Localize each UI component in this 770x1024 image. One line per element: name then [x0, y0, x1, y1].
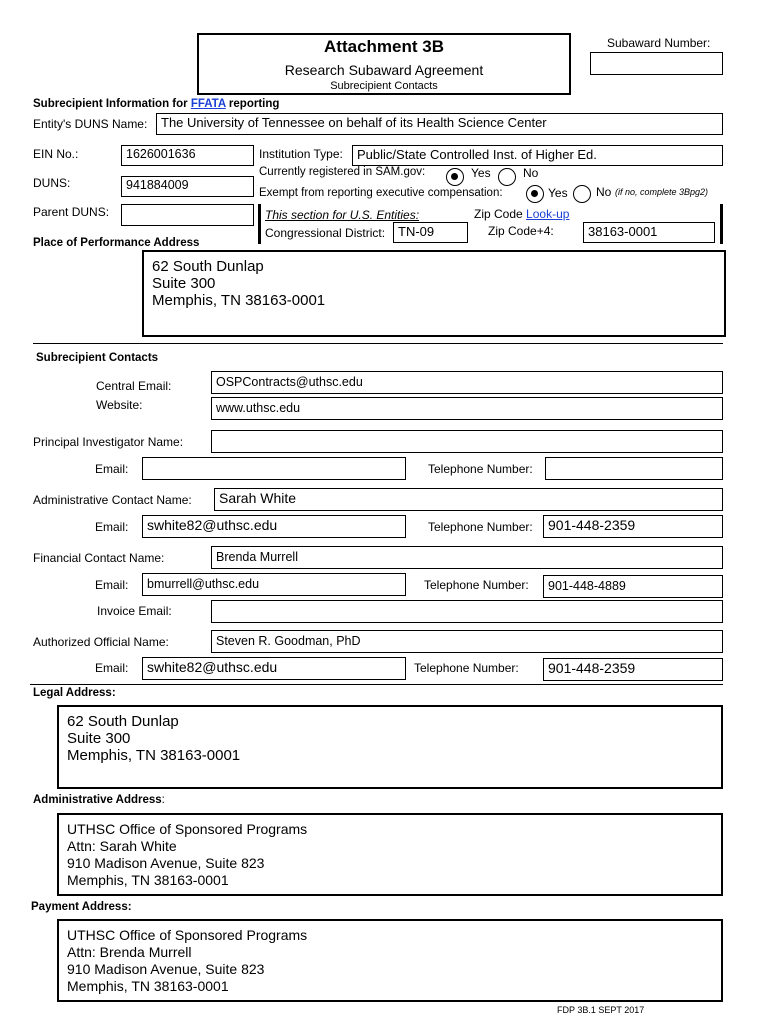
institution-type-field[interactable]: Public/State Controlled Inst. of Higher Ed.: [352, 145, 723, 166]
sam-yes-radio[interactable]: [446, 168, 464, 186]
exempt-no-radio[interactable]: [573, 185, 591, 203]
legal-address-label: Legal Address:: [33, 687, 116, 699]
exempt-note: (if no, complete 3Bpg2): [615, 187, 709, 197]
central-email-field[interactable]: OSPContracts@uthsc.edu: [211, 371, 723, 394]
exempt-yes-radio[interactable]: [526, 185, 544, 203]
section-divider: [33, 343, 723, 344]
website-field[interactable]: www.uthsc.edu: [211, 397, 723, 420]
admin-email-label: Email:: [95, 520, 129, 534]
ao-email-field[interactable]: swhite82@uthsc.edu: [142, 657, 406, 680]
zip4-field[interactable]: 38163-0001: [583, 222, 715, 243]
us-entities-label: This section for U.S. Entities:: [265, 208, 420, 222]
subaward-number-label: Subaward Number:: [607, 36, 711, 50]
pi-name-field[interactable]: [211, 430, 723, 453]
authorized-official-field[interactable]: Steven R. Goodman, PhD: [211, 630, 723, 653]
congressional-district-label: Congressional District:: [265, 226, 386, 240]
place-of-performance-field[interactable]: 62 South Dunlap Suite 300 Memphis, TN 38163-0001: [142, 250, 726, 337]
financial-phone-label: Telephone Number:: [424, 578, 529, 592]
financial-name-field[interactable]: Brenda Murrell: [211, 546, 723, 569]
us-section-left-bar: [258, 204, 261, 244]
sam-no-radio[interactable]: [498, 168, 516, 186]
admin-name-field[interactable]: Sarah White: [214, 488, 723, 511]
zip-lookup: Zip Code Look-up: [474, 207, 570, 221]
ao-phone-label: Telephone Number:: [414, 661, 519, 675]
admin-name-label: Administrative Contact Name:: [33, 493, 192, 507]
ao-email-label: Email:: [95, 661, 129, 675]
parent-duns-field[interactable]: [121, 204, 254, 226]
place-of-performance-label: Place of Performance Address: [33, 237, 200, 249]
congressional-district-field[interactable]: TN-09: [393, 222, 468, 243]
authorized-official-label: Authorized Official Name:: [33, 635, 169, 649]
financial-phone-field[interactable]: 901-448-4889: [543, 575, 723, 598]
exempt-no-label: No: [596, 185, 612, 199]
invoice-email-field[interactable]: [211, 600, 723, 623]
pi-email-field[interactable]: [142, 457, 406, 480]
admin-email-field[interactable]: swhite82@uthsc.edu: [142, 515, 406, 538]
zip4-label: Zip Code+4:: [488, 224, 554, 238]
ffata-heading: Subrecipient Information for FFATA reporting: [33, 98, 280, 110]
sam-label: Currently registered in SAM.gov:: [259, 166, 426, 178]
website-label: Website:: [96, 398, 143, 412]
admin-phone-label: Telephone Number:: [428, 520, 533, 534]
pi-phone-label: Telephone Number:: [428, 462, 533, 476]
invoice-email-label: Invoice Email:: [97, 604, 172, 618]
parent-duns-label: Parent DUNS:: [33, 205, 110, 219]
sam-no-label: No: [523, 166, 539, 180]
central-email-label: Central Email:: [96, 379, 172, 393]
financial-email-field[interactable]: bmurrell@uthsc.edu: [142, 573, 406, 596]
contacts-divider: [30, 684, 723, 685]
duns-label: DUNS:: [33, 176, 71, 190]
contacts-heading: Subrecipient Contacts: [36, 352, 159, 364]
administrative-address-label: Administrative Address:: [33, 794, 165, 806]
page-subsubtitle: Subrecipient Contacts: [330, 80, 438, 92]
entity-duns-name-field[interactable]: The University of Tennessee on behalf of its Health Science Center: [156, 113, 723, 135]
duns-field[interactable]: 941884009: [121, 176, 254, 197]
subaward-number-field[interactable]: [590, 52, 723, 75]
administrative-address-field[interactable]: UTHSC Office of Sponsored Programs Attn: Sarah White 910 Madison Avenue, Suite 823 Memphis, TN 38163-0001: [57, 813, 723, 896]
form-id: FDP 3B.1 SEPT 2017: [557, 1005, 645, 1015]
payment-address-label: Payment Address:: [31, 901, 132, 913]
page-subtitle: Research Subaward Agreement: [284, 62, 484, 78]
zip-lookup-link[interactable]: Look-up: [526, 207, 570, 221]
ein-field[interactable]: 1626001636: [121, 145, 254, 166]
pi-phone-field[interactable]: [545, 457, 723, 480]
sam-yes-label: Yes: [471, 166, 491, 180]
page-title: Attachment 3B: [324, 37, 444, 56]
exempt-yes-label: Yes: [548, 186, 568, 200]
ein-label: EIN No.:: [33, 147, 79, 161]
legal-address-field[interactable]: 62 South Dunlap Suite 300 Memphis, TN 38163-0001: [57, 705, 723, 789]
admin-phone-field[interactable]: 901-448-2359: [543, 515, 723, 538]
financial-email-label: Email:: [95, 578, 129, 592]
ffata-link[interactable]: FFATA: [190, 98, 226, 110]
financial-name-label: Financial Contact Name:: [33, 551, 165, 565]
institution-type-label: Institution Type:: [259, 147, 343, 161]
entity-duns-name-label: Entity's DUNS Name:: [33, 117, 148, 131]
us-section-right-bar: [720, 204, 723, 244]
ao-phone-field[interactable]: 901-448-2359: [543, 658, 723, 681]
title-box: [197, 33, 571, 95]
payment-address-field[interactable]: UTHSC Office of Sponsored Programs Attn: Brenda Murrell 910 Madison Avenue, Suite 823 Memphis, TN 38163-0001: [57, 919, 723, 1002]
exempt-label: Exempt from reporting executive compensation:: [259, 187, 503, 199]
pi-email-label: Email:: [95, 462, 129, 476]
pi-name-label: Principal Investigator Name:: [33, 435, 184, 449]
